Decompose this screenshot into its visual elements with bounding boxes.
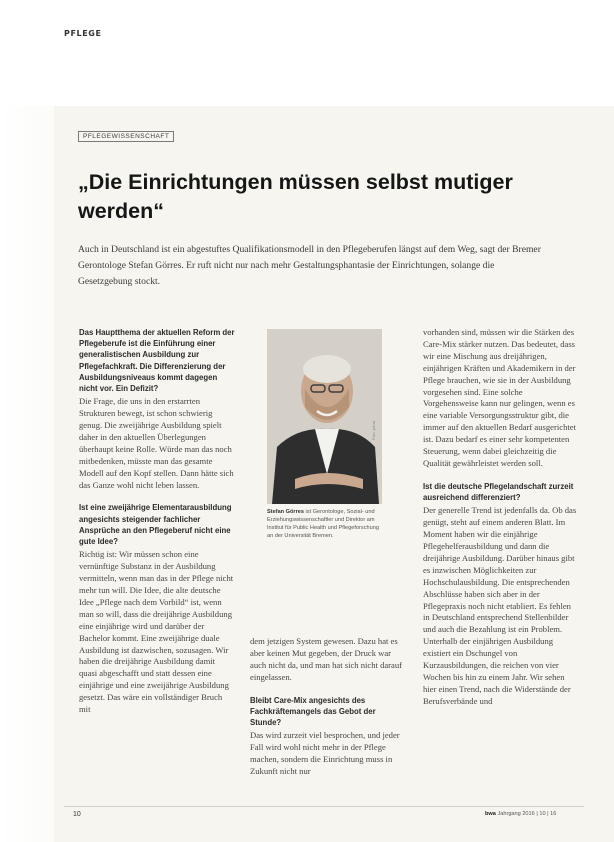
page-top-margin	[0, 0, 614, 106]
footer-rule	[64, 806, 584, 807]
interview-question: Ist die deutsche Pflegelandschaft zurzeit ausreichend differenziert?	[423, 481, 574, 503]
section-label: PFLEGE	[64, 29, 102, 38]
footer-brand: bwa	[485, 811, 496, 817]
photo-caption	[267, 508, 385, 540]
text-column-3	[423, 327, 577, 719]
interview-answer: Die Frage, die uns in den erstarrten Strukturen bewegt, ist schon schwierig genug. Die zweijährige Ausbildung spielt daher in den aktuellen Überlegungen überhaupt keine Rolle. Würde man das noch mitbedenken, müsste man das gesamte Modell auf den Kopf stellen. Dann hätte sich das Ganze wohl nicht leben lassen.	[79, 396, 234, 490]
interview-answer: Das wird zurzeit viel besprochen, und jeder Fall wird wohl nicht mehr in der Pflege machen, sondern die Einrichtung muss in Zukunft nicht nur	[250, 730, 400, 776]
portrait-photo	[267, 329, 382, 504]
article-headline: „Die Einrichtungen müssen selbst mutiger werden“	[78, 170, 513, 223]
text-column-2	[250, 636, 402, 789]
page-number: 10	[73, 811, 81, 818]
rubric-label: PFLEGEWISSENSCHAFT	[78, 131, 174, 142]
caption-name: Stefan Görres	[267, 509, 304, 515]
interview-question: Bleibt Care-Mix angesichts des Fachkräftemangels das Gebot der Stunde?	[250, 695, 376, 728]
portrait-illustration	[267, 329, 382, 504]
footer-issue	[485, 811, 556, 817]
text-column-1	[79, 327, 235, 727]
caption-text: ist Gerontologe, Sozial- und Erziehungswissenschaftler und Direktor am Institut für Public Health und Pflegeforschung an der Universität Bremen.	[267, 509, 379, 539]
interview-question: Ist eine zweijährige Elementarausbildung angesichts steigender fachlicher Ansprüche an den Pflegeberuf nicht eine gute Idee?	[79, 503, 232, 547]
article-lead: Auch in Deutschland ist ein abgestuftes Qualifikationsmodell in den Pflegeberufen längst auf dem Weg, sagt der Bremer Gerontologe Stefan Görres. Er ruft nicht nur nach mehr Gestaltungsphantasie der Einrichtungen, solange die Gesetzgebung stockt.	[78, 244, 541, 287]
footer-issue-text: Jahrgang 2016 | 10 | 16	[495, 811, 557, 817]
interview-answer: vorhanden sind, müssen wir die Stärken des Care-Mix stärker nutzen. Das bedeutet, dass wir eine Mischung aus dreijährigen, einjährigen Kräften und Akademikern in der Pflege brauchen, wie sie in der Ausbildung vorgesehen sind. Eine solche Vorgehensweise kann nur gelingen, wenn es eine variable Versorgungsstruktur gibt, die immer auf den aktuellen Bedarf ausgerichtet ist. Dazu bedarf es einer sehr kompetenten Steuerung, wenn dabei gleichzeitig die Qualität gewährleistet werden soll.	[423, 327, 576, 468]
interview-answer: dem jetzigen System gewesen. Dazu hat es aber keinen Mut gegeben, der Druck war auch nicht da, und man hat sich nicht darauf eingelassen.	[250, 636, 402, 682]
scan-shadow	[0, 106, 54, 842]
interview-question: Das Hauptthema der aktuellen Reform der Pflegeberufe ist die Einführung einer generalistischen Ausbildung zur Pflegefachkraft. Die Differenzierung der Ausbildungsniveaus kommt dagegen nicht vor. Ein Defizit?	[79, 328, 235, 394]
photo-credit: Foto: privat	[372, 421, 376, 440]
interview-answer: Richtig ist: Wir müssen schon eine vernünftige Substanz in der Ausbildung vermitteln, wenn man das in der Pflege nicht mehr tun will. Die Idee, die alte deutsche Idee „Pflege nach dem Vorbild“ ist, wenn man so will, dass die dreijährige Ausbildung eine einjährige wird und darüber der Bachelor kommt. Eine zweijährige duale Ausbildung ist dazwischen, sozusagen. Wir haben die dreijährige Ausbildung damit quasi abgeschafft und statt dessen eine einjährige und eine zweijährige Ausbildung gesetzt. Das wäre ein vollständiger Bruch mit	[79, 549, 234, 715]
interview-answer: Der generelle Trend ist jedenfalls da. Ob das genügt, steht auf einem anderen Blatt. Im Moment haben wir die einjährige Pflegehelferausbildung und dann die dreijährige Ausbildung. Darüber hinaus gibt es inzwischen Möglichkeiten zur Hochschulausbildung. Die entsprechenden Abschlüsse haben sich aber in der Pflegepraxis noch nicht etabliert. Es fehlen in Deutschland entsprechend Stellenbilder und auch die Bezahlung ist ein Problem. Unterhalb der einjährigen Ausbildung existiert ein Dschungel von Kurzausbildungen, die reichen von vier Wochen bis hin zu einem Jahr. Wir sehen hier einen Trend, nach die Widerstände der Berufsverbände und	[423, 505, 577, 706]
